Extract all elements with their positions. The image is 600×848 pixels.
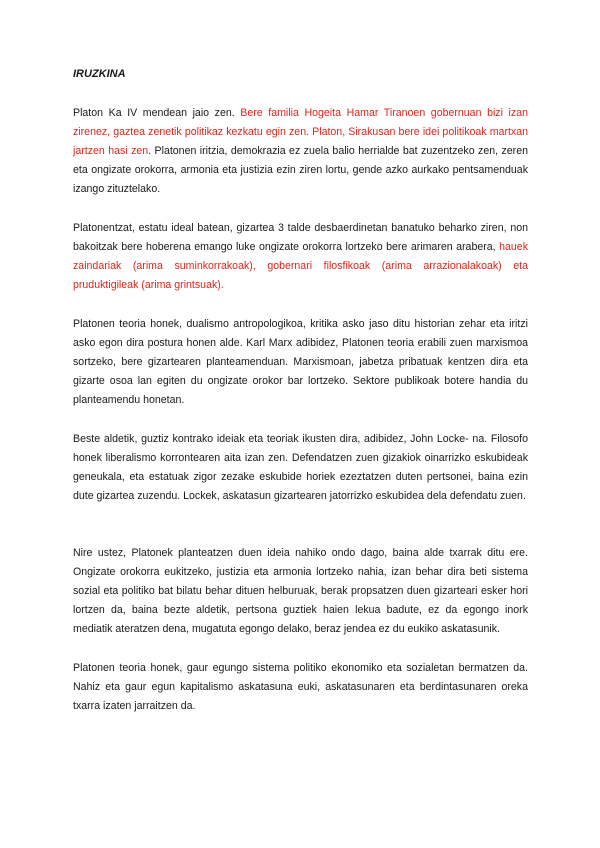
paragraph-5 xyxy=(73,544,528,639)
paragraph-2-text: Platonentzat, estatu ideal batean, gizartea 3 talde desbaerdinetan banatuko beharko ziren, non bakoitzak bere hoberena emango luke ongizate orokorra lortzeko bere arimaren arabera, xyxy=(73,222,528,253)
paragraph-1 xyxy=(73,104,528,199)
document-title: IRUZKINA xyxy=(73,68,126,80)
paragraph-4 xyxy=(73,430,528,506)
paragraph-6-text: Platonen teoria honek, gaur egungo sistema politiko ekonomiko eta sozialetan bermatzen da. Nahiz eta gaur egun kapitalismo askatasuna euki, askatasunaren eta berdintasunaren oreka txarra izaten jarraitzen da. xyxy=(73,662,528,712)
paragraph-6 xyxy=(73,659,528,716)
paragraph-1-highlight: Bere familia Hogeita Hamar Tiranoen gobernuan bizi izan zirenez, gaztea zenetik politikaz kezkatu egin zen. Platon, Sirakusan bere idei politikoak martxan jartzen hasi zen xyxy=(73,107,528,157)
paragraph-3-text: Platonen teoria honek, dualismo antropologikoa, kritika asko jaso ditu historian zehar eta iritzi asko egon dira postura honen alde. Karl Marx adibidez, Platonen teoria erabili zuen marxismoa sortzeko, bere gizartearen planteamenduan. Marxismoan, jabetza pribatuak kentzen dira eta gizarte osoa lan egiten du ongizate orokor bar lortzeko. Sektore publikoak botere handia du planteamendu honetan. xyxy=(73,318,528,406)
paragraph-2 xyxy=(73,219,528,295)
document-page xyxy=(73,66,528,716)
paragraph-1-text-cont: . Platonen iritzia, demokrazia ez zuela balio herrialde bat zuzentzeko zen, zeren eta ongizate orokorra, armonia eta justizia ezin ziren lortu, gende azko aurkako pentsamenduak izango zituztelako. xyxy=(73,145,528,195)
paragraph-2-highlight: hauek zaindariak (arima suminkorrakoak), gobernari filosfikoak (arima arrazionalakoak) eta pruduktigileak (arima grintsuak). xyxy=(73,241,528,291)
paragraph-4-text: Beste aldetik, guztiz kontrako ideiak eta teoriak ikusten dira, adibidez, John Locke- na. Filosofo honek liberalismo korrontearen aita izan zen. Defendatzen zuen gizakiok oinarrizko eskubideak geneukala, eta estatuak zigor zezake eskubide horiek ezeztatzen duten pertsonei, baina ezin dute gizartea zuzendu. Lockek, askatasun gizartearen jatorrizko eskubidea dela defendatu zuen. xyxy=(73,433,528,502)
paragraph-5-text: Nire ustez, Platonek planteatzen duen ideia nahiko ondo dago, baina alde txarrak ditu ere. Ongizate orokorra eukitzeko, justizia eta armonia lortzeko nahia, izan behar dira beti sistema sozial eta politiko bat bilatu behar dituen helburuak, berak propsatzen duen gizarteari esker hori lortzen da, baina bezte aldetik, pertsona guztiek haien lekua badute, ez da egongo inork mediatik ateratzen dena, mugatuta egongo delako, beraz jendea ez du eukiko askatasunik. xyxy=(73,547,528,635)
paragraph-1-text: Platon Ka IV mendean jaio zen. xyxy=(73,107,241,119)
paragraph-3 xyxy=(73,315,528,410)
